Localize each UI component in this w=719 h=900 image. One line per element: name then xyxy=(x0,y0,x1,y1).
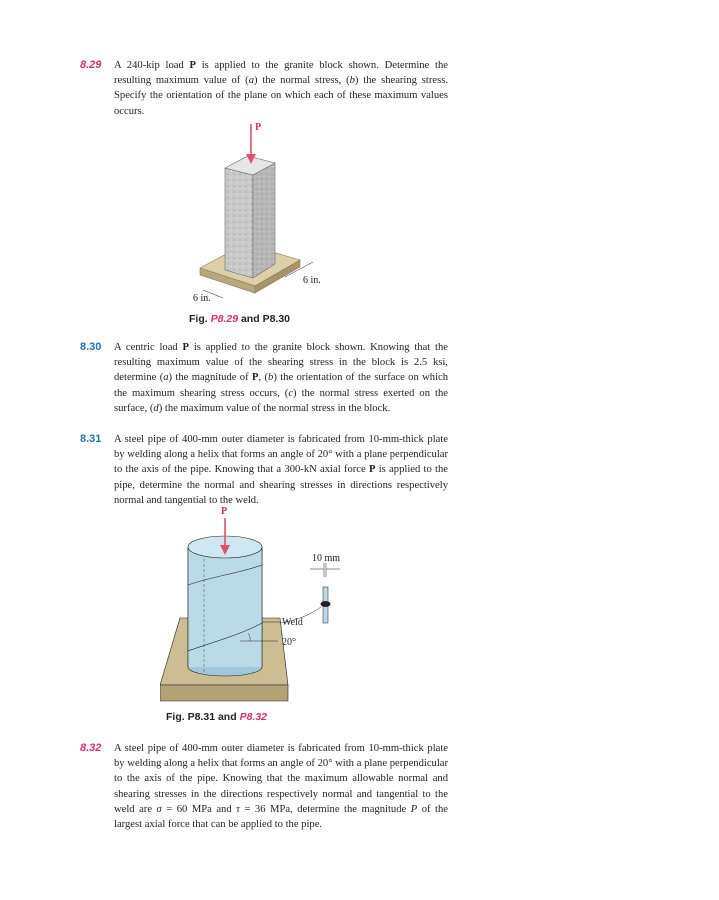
block-side xyxy=(253,163,275,278)
problem-8-30 xyxy=(80,340,448,416)
weld-bead xyxy=(321,601,331,607)
load-label: P xyxy=(221,506,228,517)
angle-label: 20° xyxy=(282,637,296,648)
problem-8-32 xyxy=(80,741,448,832)
problem-number: 8.29 xyxy=(80,59,102,71)
figure-caption-1: Fig. P8.29 and P8.30 xyxy=(189,313,291,325)
figure-caption-2: Fig. P8.31 and P8.32 xyxy=(166,711,268,723)
problem-text: A steel pipe of 400-mm outer diameter is fabricated from 10-mm-thick plate by welding along a helix that forms an angle of 20° with a plane perpendicular to the axis of the pipe. Knowing that a 300-kN axial force P is applied to the pipe, determine the normal and shearing stresses in directions respectively normal and tangential to the weld. xyxy=(114,434,448,506)
dim-right-label: 6 in. xyxy=(303,275,321,286)
problem-text: A steel pipe of 400-mm outer diameter is fabricated from 10-mm-thick plate by welding along a helix that forms an angle of 20° with a plane perpendicular to the axis of the pipe. Knowing that the maximum allowable normal and shearing stresses in the directions respectively normal and tangential to the weld are σ = 60 MPa and τ = 36 MPa, determine the magnitude P of the largest axial force that can be applied to the pipe. xyxy=(114,743,448,831)
problem-text: A 240-kip load P is applied to the granite block shown. Determine the resulting maximum value of (a) the normal stress, (b) the shearing stress. Specify the orientation of the plane on which each of these maximum values occurs. xyxy=(114,60,448,117)
weld-label: Weld xyxy=(282,617,303,628)
problem-number: 8.31 xyxy=(80,433,102,445)
problem-8-29 xyxy=(80,58,448,119)
thickness-label: 10 mm xyxy=(312,553,341,564)
problem-number: 8.32 xyxy=(80,742,102,754)
load-label: P xyxy=(255,122,262,133)
problem-8-31 xyxy=(80,432,448,508)
dim-left-label: 6 in. xyxy=(193,293,211,304)
base-plate-front xyxy=(160,685,288,701)
problem-text: A centric load P is applied to the granite block shown. Knowing that the resulting maximum value of the shearing stress in the block is 2.5 ksi, determine (a) the magnitude of P, (b) the orientation of the surface on which the maximum shearing stress occurs, (c) the normal stress exerted on the surface, (d) the maximum value of the normal stress in the block. xyxy=(114,342,449,414)
welded-pipe-figure xyxy=(160,503,360,709)
problem-number: 8.30 xyxy=(80,341,102,353)
block-front xyxy=(225,168,253,278)
granite-block-figure xyxy=(185,118,335,310)
